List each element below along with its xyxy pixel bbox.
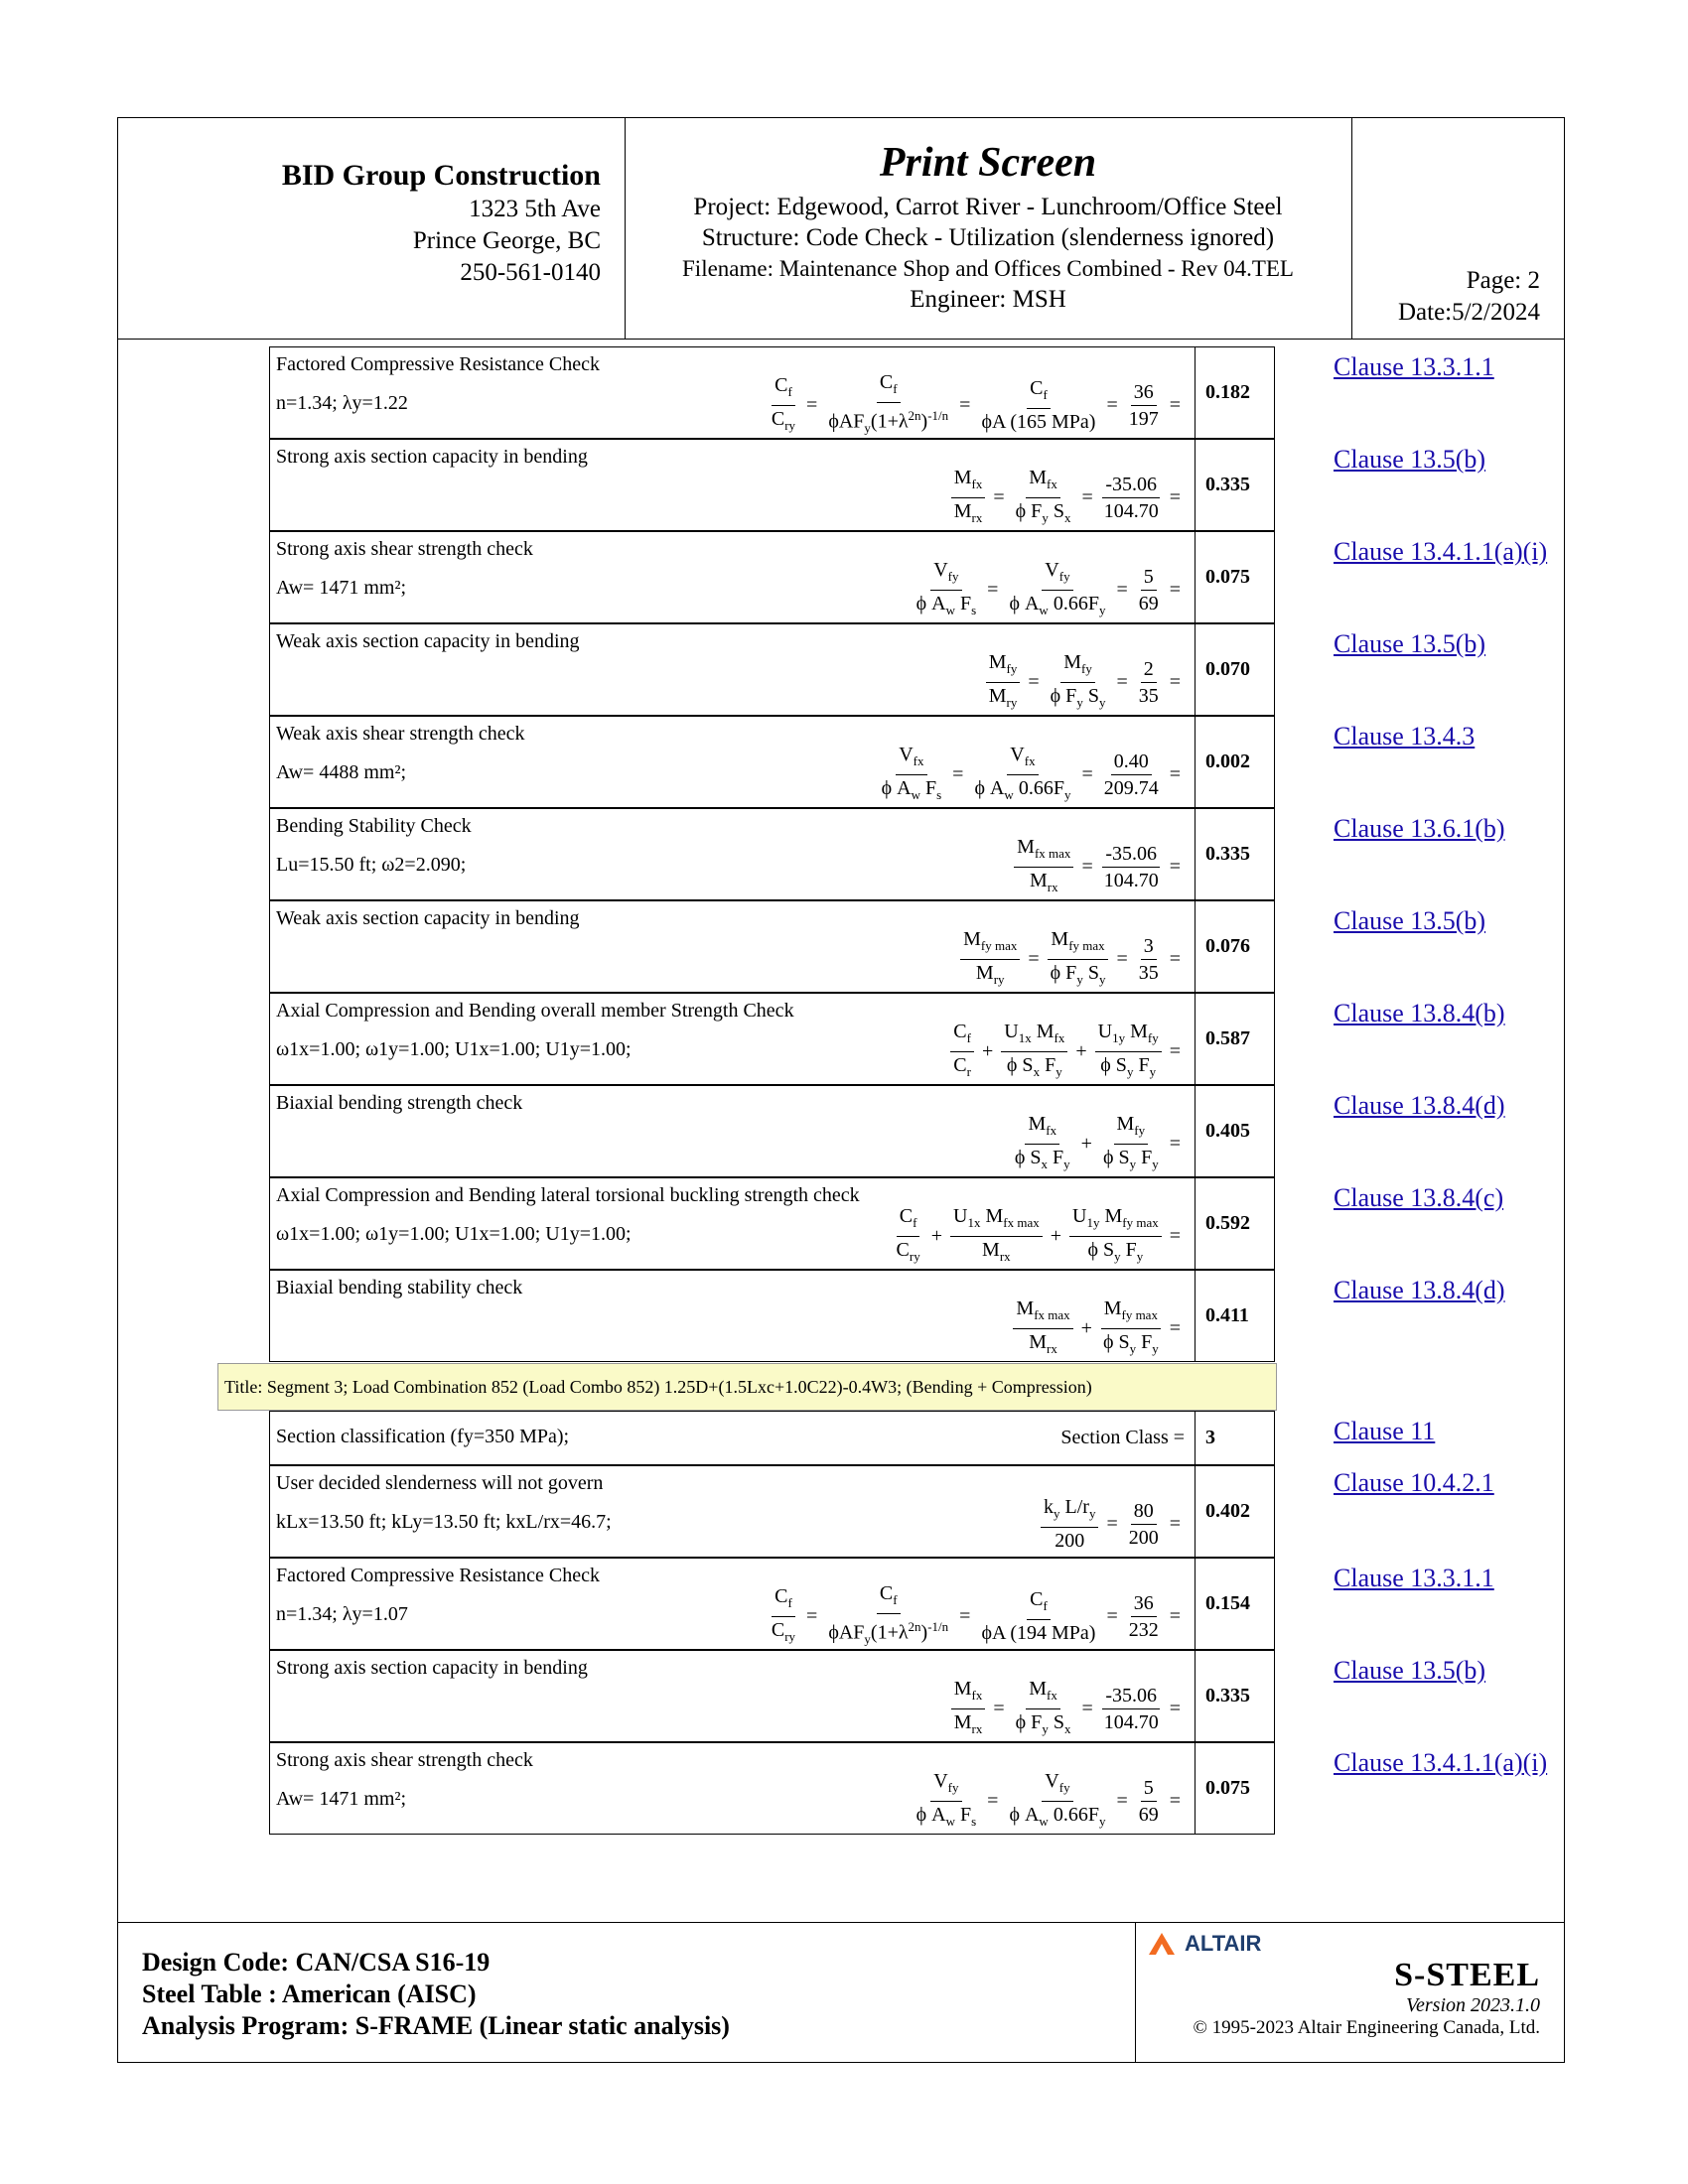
utilization-ratio: 0.076 — [1195, 901, 1274, 992]
check-row — [269, 439, 1275, 531]
formula-value-den: 104.70 — [1103, 869, 1159, 891]
check-parameters: n=1.34; λy=1.22 — [276, 392, 408, 414]
formula-value-den: 232 — [1128, 1618, 1159, 1641]
check-parameters: Aw= 1471 mm²; — [276, 1788, 406, 1810]
check-formula: $\frac{V_{fy}}{\phi A_w F_s}$ = $\frac{V_{fy}}{\phi A_w 0.66F_y}$ = $\frac{5}{69}$ = — [915, 1769, 1181, 1829]
engineer-line: Engineer: MSH — [910, 286, 1066, 313]
filename-line: Filename: Maintenance Shop and Offices Combined - Rev 04.TEL — [682, 256, 1294, 281]
check-description: Bending Stability Check — [276, 815, 472, 837]
clause-link[interactable]: Clause 13.3.1.1 — [1334, 352, 1494, 381]
formula-value-den: 69 — [1138, 592, 1159, 614]
formula-value-num: 3 — [1141, 934, 1157, 960]
utilization-ratio: 0.402 — [1195, 1466, 1274, 1557]
check-row — [269, 1465, 1275, 1558]
check-description: Biaxial bending stability check — [276, 1277, 523, 1298]
clause-link[interactable]: Clause 13.3.1.1 — [1334, 1564, 1494, 1592]
clause-link[interactable]: Clause 13.4.1.1(a)(i) — [1334, 537, 1548, 566]
check-formula: $\frac{C_f}{C_r}$ + $\frac{U_{1x} M_{fx}}{\phi S_x F_y}$ + $\frac{U_{1y} M_{fy}}{\phi S_y F_y}$ = — [946, 1022, 1185, 1081]
formula-value-num: 5 — [1141, 565, 1157, 591]
formula-value-den: 200 — [1128, 1526, 1159, 1549]
formula-value-den: 209.74 — [1103, 776, 1159, 799]
page-frame — [117, 117, 1565, 2063]
check-parameters: Lu=15.50 ft; ω2=2.090; — [276, 854, 467, 876]
check-parameters: ω1x=1.00; ω1y=1.00; U1x=1.00; U1y=1.00; — [276, 1223, 632, 1245]
check-formula: $\frac{M_{fx}}{\phi S_x F_y}$ + $\frac{M_{fy}}{\phi S_y F_y}$ = — [1014, 1112, 1181, 1171]
check-row — [269, 1270, 1275, 1362]
formula-value-den: 197 — [1128, 407, 1159, 430]
clause-link[interactable]: Clause 13.5(b) — [1334, 906, 1486, 935]
company-address: 1323 5th Ave — [469, 196, 601, 222]
segment-title-bar: Title: Segment 3; Load Combination 852 (Load Combo 852) 1.25D+(1.5Lxc+1.0C22)-0.4W3; (Bending + Compression) — [217, 1363, 1277, 1411]
section-class-row — [269, 1411, 1275, 1465]
formula-value-num: 36 — [1131, 380, 1157, 406]
formula-value-num: 80 — [1131, 1499, 1157, 1525]
check-row — [269, 1558, 1275, 1650]
page-title: Print Screen — [879, 140, 1097, 186]
check-description: Factored Compressive Resistance Check — [276, 353, 601, 375]
clause-link[interactable]: Clause 10.4.2.1 — [1334, 1468, 1494, 1497]
check-row — [269, 623, 1275, 716]
structure-line: Structure: Code Check - Utilization (slenderness ignored) — [701, 224, 1275, 251]
check-row — [269, 1177, 1275, 1270]
check-parameters: n=1.34; λy=1.07 — [276, 1603, 408, 1625]
check-row — [269, 808, 1275, 900]
utilization-ratio: 0.587 — [1195, 994, 1274, 1084]
check-description: Strong axis section capacity in bending — [276, 1657, 588, 1679]
print-date: Date:5/2/2024 — [1397, 299, 1540, 326]
footer-divider — [1135, 1923, 1136, 2062]
check-description: Section classification (fy=350 MPa); — [276, 1426, 570, 1447]
check-description: Strong axis shear strength check — [276, 538, 533, 560]
clause-link[interactable]: Clause 13.4.3 — [1334, 722, 1476, 751]
page-number: Page: 2 — [1466, 267, 1540, 294]
section-class-value: 3 — [1195, 1412, 1274, 1464]
clause-link[interactable]: Clause 13.8.4(d) — [1334, 1091, 1505, 1120]
check-description: Axial Compression and Bending lateral torsional buckling strength check — [276, 1184, 860, 1206]
utilization-ratio: 0.075 — [1195, 1743, 1274, 1834]
copyright: © 1995-2023 Altair Engineering Canada, Ltd. — [1193, 2017, 1540, 2038]
clause-link[interactable]: Clause 13.8.4(d) — [1334, 1276, 1505, 1304]
check-formula: $\frac{V_{fx}}{\phi A_w F_s}$ = $\frac{V_{fx}}{\phi A_w 0.66F_y}$ = $\frac{0.40}{209.74}$ = — [881, 743, 1181, 802]
formula-value-num: 0.40 — [1111, 750, 1152, 775]
check-description: Weak axis section capacity in bending — [276, 630, 580, 652]
page-info — [1351, 118, 1564, 339]
formula-value-den: 69 — [1138, 1803, 1159, 1826]
product-version: Version 2023.1.0 — [1406, 1994, 1540, 2016]
utilization-ratio: 0.070 — [1195, 624, 1274, 715]
check-row — [269, 531, 1275, 623]
clause-link[interactable]: Clause 13.5(b) — [1334, 1656, 1486, 1685]
clause-link[interactable]: Clause 11 — [1334, 1417, 1436, 1445]
utilization-ratio: 0.411 — [1195, 1271, 1274, 1361]
check-formula: $\frac{M_{fy}}{M_{ry}}$ = $\frac{M_{fy}}{\phi F_y S_y}$ = $\frac{2}{35}$ = — [982, 652, 1185, 712]
check-row — [269, 1085, 1275, 1177]
altair-logo — [1147, 1931, 1261, 1957]
check-formula: $\frac{C_f}{C_{ry}}$ = $\frac{C_f}{\phi AF_y(1+\lambda^{2n})^{-1/n}}$ = $\frac{C_f}{\text{ϕA (165 MPa)}}$ = $\frac{36}{197}$ = — [771, 370, 1181, 436]
utilization-ratio: 0.335 — [1195, 440, 1274, 530]
header — [118, 118, 1564, 340]
clause-link[interactable]: Clause 13.5(b) — [1334, 445, 1486, 474]
check-row — [269, 346, 1275, 439]
utilization-ratio: 0.182 — [1195, 347, 1274, 438]
company-city: Prince George, BC — [412, 227, 601, 254]
formula-value-den: 35 — [1138, 684, 1159, 707]
utilization-ratio: 0.002 — [1195, 717, 1274, 807]
check-formula: $\frac{M_{fx max}}{M_{rx}}$ + $\frac{M_{fy max}}{\phi S_y F_y}$ = — [1009, 1298, 1185, 1358]
altair-logo-icon — [1147, 1931, 1177, 1957]
formula-denominator: ϕA (194 MPa) — [981, 1622, 1096, 1644]
formula-value-den: 104.70 — [1103, 499, 1159, 522]
formula-value-den: 104.70 — [1103, 1710, 1159, 1733]
utilization-ratio: 0.075 — [1195, 532, 1274, 622]
footer — [118, 1922, 1564, 2062]
clause-link[interactable]: Clause 13.5(b) — [1334, 629, 1486, 658]
clause-link[interactable]: Clause 13.8.4(c) — [1334, 1183, 1504, 1212]
clause-link[interactable]: Clause 13.8.4(b) — [1334, 999, 1505, 1027]
check-formula: $\frac{C_f}{C_{ry}}$ = $\frac{C_f}{\phi AF_y(1+\lambda^{2n})^{-1/n}}$ = $\frac{C_f}{\text{ϕA (194 MPa)}}$ = $\frac{36}{232}$ = — [771, 1581, 1181, 1647]
check-description: User decided slenderness will not govern — [276, 1472, 604, 1494]
formula-value-num: -35.06 — [1102, 1684, 1160, 1709]
check-description: Strong axis section capacity in bending — [276, 446, 588, 468]
check-row — [269, 1742, 1275, 1835]
section-class-label: Section Class = — [1060, 1426, 1185, 1448]
check-formula: $\frac{C_f}{C_{ry}}$ + $\frac{U_{1x} M_{fx max}}{M_{rx}}$ + $\frac{U_{1y} M_{fy max}}{\phi S_y F_y}$ = — [896, 1204, 1181, 1264]
formula-denominator: ϕA (165 MPa) — [981, 411, 1096, 433]
check-formula: $\frac{M_{fx}}{M_{rx}}$ = $\frac{M_{fx}}{\phi F_y S_x}$ = $\frac{-35.06}{104.70}$ = — [947, 1679, 1185, 1738]
check-description: Weak axis section capacity in bending — [276, 907, 580, 929]
formula-value-num: -35.06 — [1102, 842, 1160, 868]
logo-text: ALTAIR — [1185, 1931, 1262, 1956]
company-phone: 250-561-0140 — [460, 259, 601, 286]
design-code: Design Code: CAN/CSA S16-19 — [142, 1948, 491, 1977]
utilization-ratio: 0.335 — [1195, 1651, 1274, 1741]
formula-value-num: 2 — [1141, 657, 1157, 683]
utilization-ratio: 0.405 — [1195, 1086, 1274, 1176]
formula-value-num: 36 — [1131, 1591, 1157, 1617]
check-formula: $\frac{k_y L/r_y}{200}$ = $\frac{80}{200}$ = — [1037, 1494, 1185, 1554]
formula-value-den: 35 — [1138, 961, 1159, 984]
formula-value-num: -35.06 — [1102, 473, 1160, 498]
utilization-ratio: 0.335 — [1195, 809, 1274, 899]
clause-link[interactable]: Clause 13.4.1.1(a)(i) — [1334, 1748, 1548, 1777]
check-parameters: kLx=13.50 ft; kLy=13.50 ft; kxL/rx=46.7; — [276, 1511, 612, 1533]
check-row — [269, 993, 1275, 1085]
clause-link[interactable]: Clause 13.6.1(b) — [1334, 814, 1505, 843]
formula-value-num: 5 — [1141, 1776, 1157, 1802]
product-name: S-STEEL — [1394, 1957, 1540, 1993]
check-formula: $\frac{V_{fy}}{\phi A_w F_s}$ = $\frac{V_{fy}}{\phi A_w 0.66F_y}$ = $\frac{5}{69}$ = — [915, 558, 1181, 617]
check-description: Weak axis shear strength check — [276, 723, 525, 745]
check-formula: $\frac{M_{fx}}{M_{rx}}$ = $\frac{M_{fx}}{\phi F_y S_x}$ = $\frac{-35.06}{104.70}$ = — [947, 468, 1185, 527]
check-formula: $\frac{M_{fy max}}{M_{ry}}$ = $\frac{M_{fy max}}{\phi F_y S_y}$ = $\frac{3}{35}$ = — [956, 929, 1185, 989]
check-row — [269, 900, 1275, 993]
steel-table: Steel Table : American (AISC) — [142, 1979, 477, 2008]
check-formula: $\frac{M_{fx max}}{M_{rx}}$ = $\frac{-35.06}{104.70}$ = — [1010, 837, 1185, 896]
utilization-ratio: 0.154 — [1195, 1559, 1274, 1649]
check-description: Strong axis shear strength check — [276, 1749, 533, 1771]
analysis-program: Analysis Program: S-FRAME (Linear static analysis) — [142, 2011, 730, 2040]
check-row — [269, 1650, 1275, 1742]
check-description: Axial Compression and Bending overall member Strength Check — [276, 1000, 794, 1022]
check-parameters: Aw= 4488 mm²; — [276, 761, 406, 783]
check-parameters: Aw= 1471 mm²; — [276, 577, 406, 599]
report-info — [625, 118, 1352, 339]
check-row — [269, 716, 1275, 808]
company-name: BID Group Construction — [281, 159, 601, 192]
check-parameters: ω1x=1.00; ω1y=1.00; U1x=1.00; U1y=1.00; — [276, 1038, 632, 1060]
company-block — [118, 118, 626, 339]
check-description: Factored Compressive Resistance Check — [276, 1565, 601, 1586]
check-description: Biaxial bending strength check — [276, 1092, 523, 1114]
project-line: Project: Edgewood, Carrot River - Lunchroom/Office Steel — [693, 194, 1283, 220]
utilization-ratio: 0.592 — [1195, 1178, 1274, 1269]
